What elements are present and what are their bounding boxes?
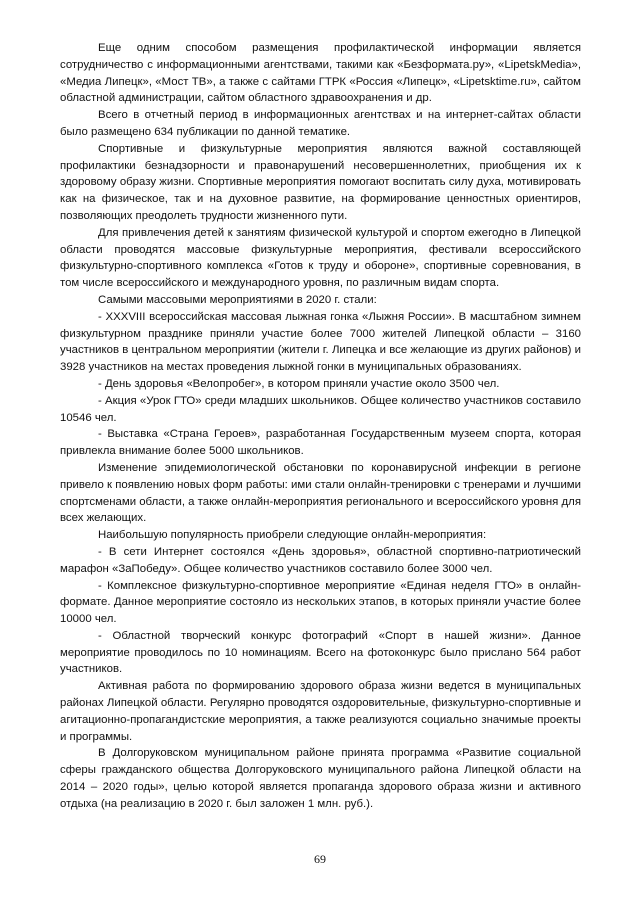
paragraph: Активная работа по формированию здорового образа жизни ведется в муниципальных районах Липецкой области. Регулярно проводятся оздоровительные, физкультурно-спортивные и агитационно-пропагандистские мероприятия, а также реализуются социально значимые проекты и программы. <box>60 680 581 743</box>
paragraph: Наибольшую популярность приобрели следующие онлайн-мероприятия: <box>98 529 487 542</box>
body-text <box>60 40 581 813</box>
list-item: - Акция «Урок ГТО» среди младших школьников. Общее количество участников составило 10546 чел. <box>60 394 581 424</box>
paragraph: Изменение эпидемиологической обстановки по коронавирусной инфекции в регионе привело к появлению новых форм работы: ими стали онлайн-тренировки с тренерами и лучшими спортсменами области, а также онлайн-мероприятия регионального и всероссийского уровня для всех желающих. <box>60 461 581 525</box>
page-number: 69 <box>314 852 326 866</box>
list-item: - День здоровья «Велопробег», в котором приняли участие около 3500 чел. <box>98 377 500 390</box>
list-item: - Выставка «Страна Героев», разработанная Государственным музеем спорта, которая привлекла внимание более 5000 школьников. <box>60 428 581 458</box>
list-item: - В сети Интернет состоялся «День здоровья», областной спортивно-патриотический марафон «ЗаПобеду». Общее количество участников составило более 3000 чел. <box>60 545 581 575</box>
paragraph: Еще одним способом размещения профилактической информации является сотрудничество с информационными агентствами, такими как «Безформата.ру», «LipetskMedia», «Медиа Липецк», «Мост ТВ», а также с сайтами ГТРК «Россия «Липецк», «Lipetsktime.ru», сайтом областной администрации, сайтом областного здравоохранения и др. <box>60 42 581 105</box>
paragraph: Всего в отчетный период в информационных агентствах и на интернет-сайтах области было размещено 634 публикации по данной тематике. <box>60 109 581 138</box>
paragraph: Самыми массовыми мероприятиями в 2020 г. стали: <box>98 293 377 306</box>
list-item: - XXXVIII всероссийская массовая лыжная гонка «Лыжня России». В масштабном зимнем физкультурном празднике приняли участие более 7000 жителей Липецкой области – 3160 участников в центральном мероприятии (жители г. Липецка и все желающие из других районов) и 3928 участников на местах проведения лыжной гонки в муниципальных образованиях. <box>60 310 581 374</box>
paragraph: Для привлечения детей к занятиям физической культурой и спортом ежегодно в Липецкой области проводятся массовые физкультурные мероприятия, фестивали всероссийского физкультурно-спортивного комплекса «Готов к труду и обороне», спортивные соревнования, в том числе всероссийского и международного уровня, по различным видам спорта. <box>60 226 581 290</box>
list-item: - Комплексное физкультурно-спортивное мероприятие «Единая неделя ГТО» в онлайн-формате. Данное мероприятие состояло из нескольких этапов, в которых приняли участие более 10000 чел. <box>60 579 581 626</box>
paragraph: Спортивные и физкультурные мероприятия являются важной составляющей профилактики безнадзорности и правонарушений несовершеннолетних, приобщения их к здоровому образу жизни. Спортивные мероприятия помогают воспитать силу духа, мотивировать как на физическое, так и на духовное развитие, на формирование ценностных ориентиров, позволяющих преодолеть трудности жизненного пути. <box>60 142 581 222</box>
paragraph: В Долгоруковском муниципальном районе принята программа «Развитие социальной сферы гражданского общества Долгоруковского муниципального района Липецкой области на 2014 – 2020 годы», целью которой является пропаганда здорового образа жизни и активного отдыха (на реализацию в 2020 г. был заложен 1 млн. руб.). <box>60 747 581 810</box>
list-item: - Областной творческий конкурс фотографий «Спорт в нашей жизни». Данное мероприятие проводилось по 10 номинациям. Всего на фотоконкурс было прислано 564 работ участников. <box>60 629 581 676</box>
